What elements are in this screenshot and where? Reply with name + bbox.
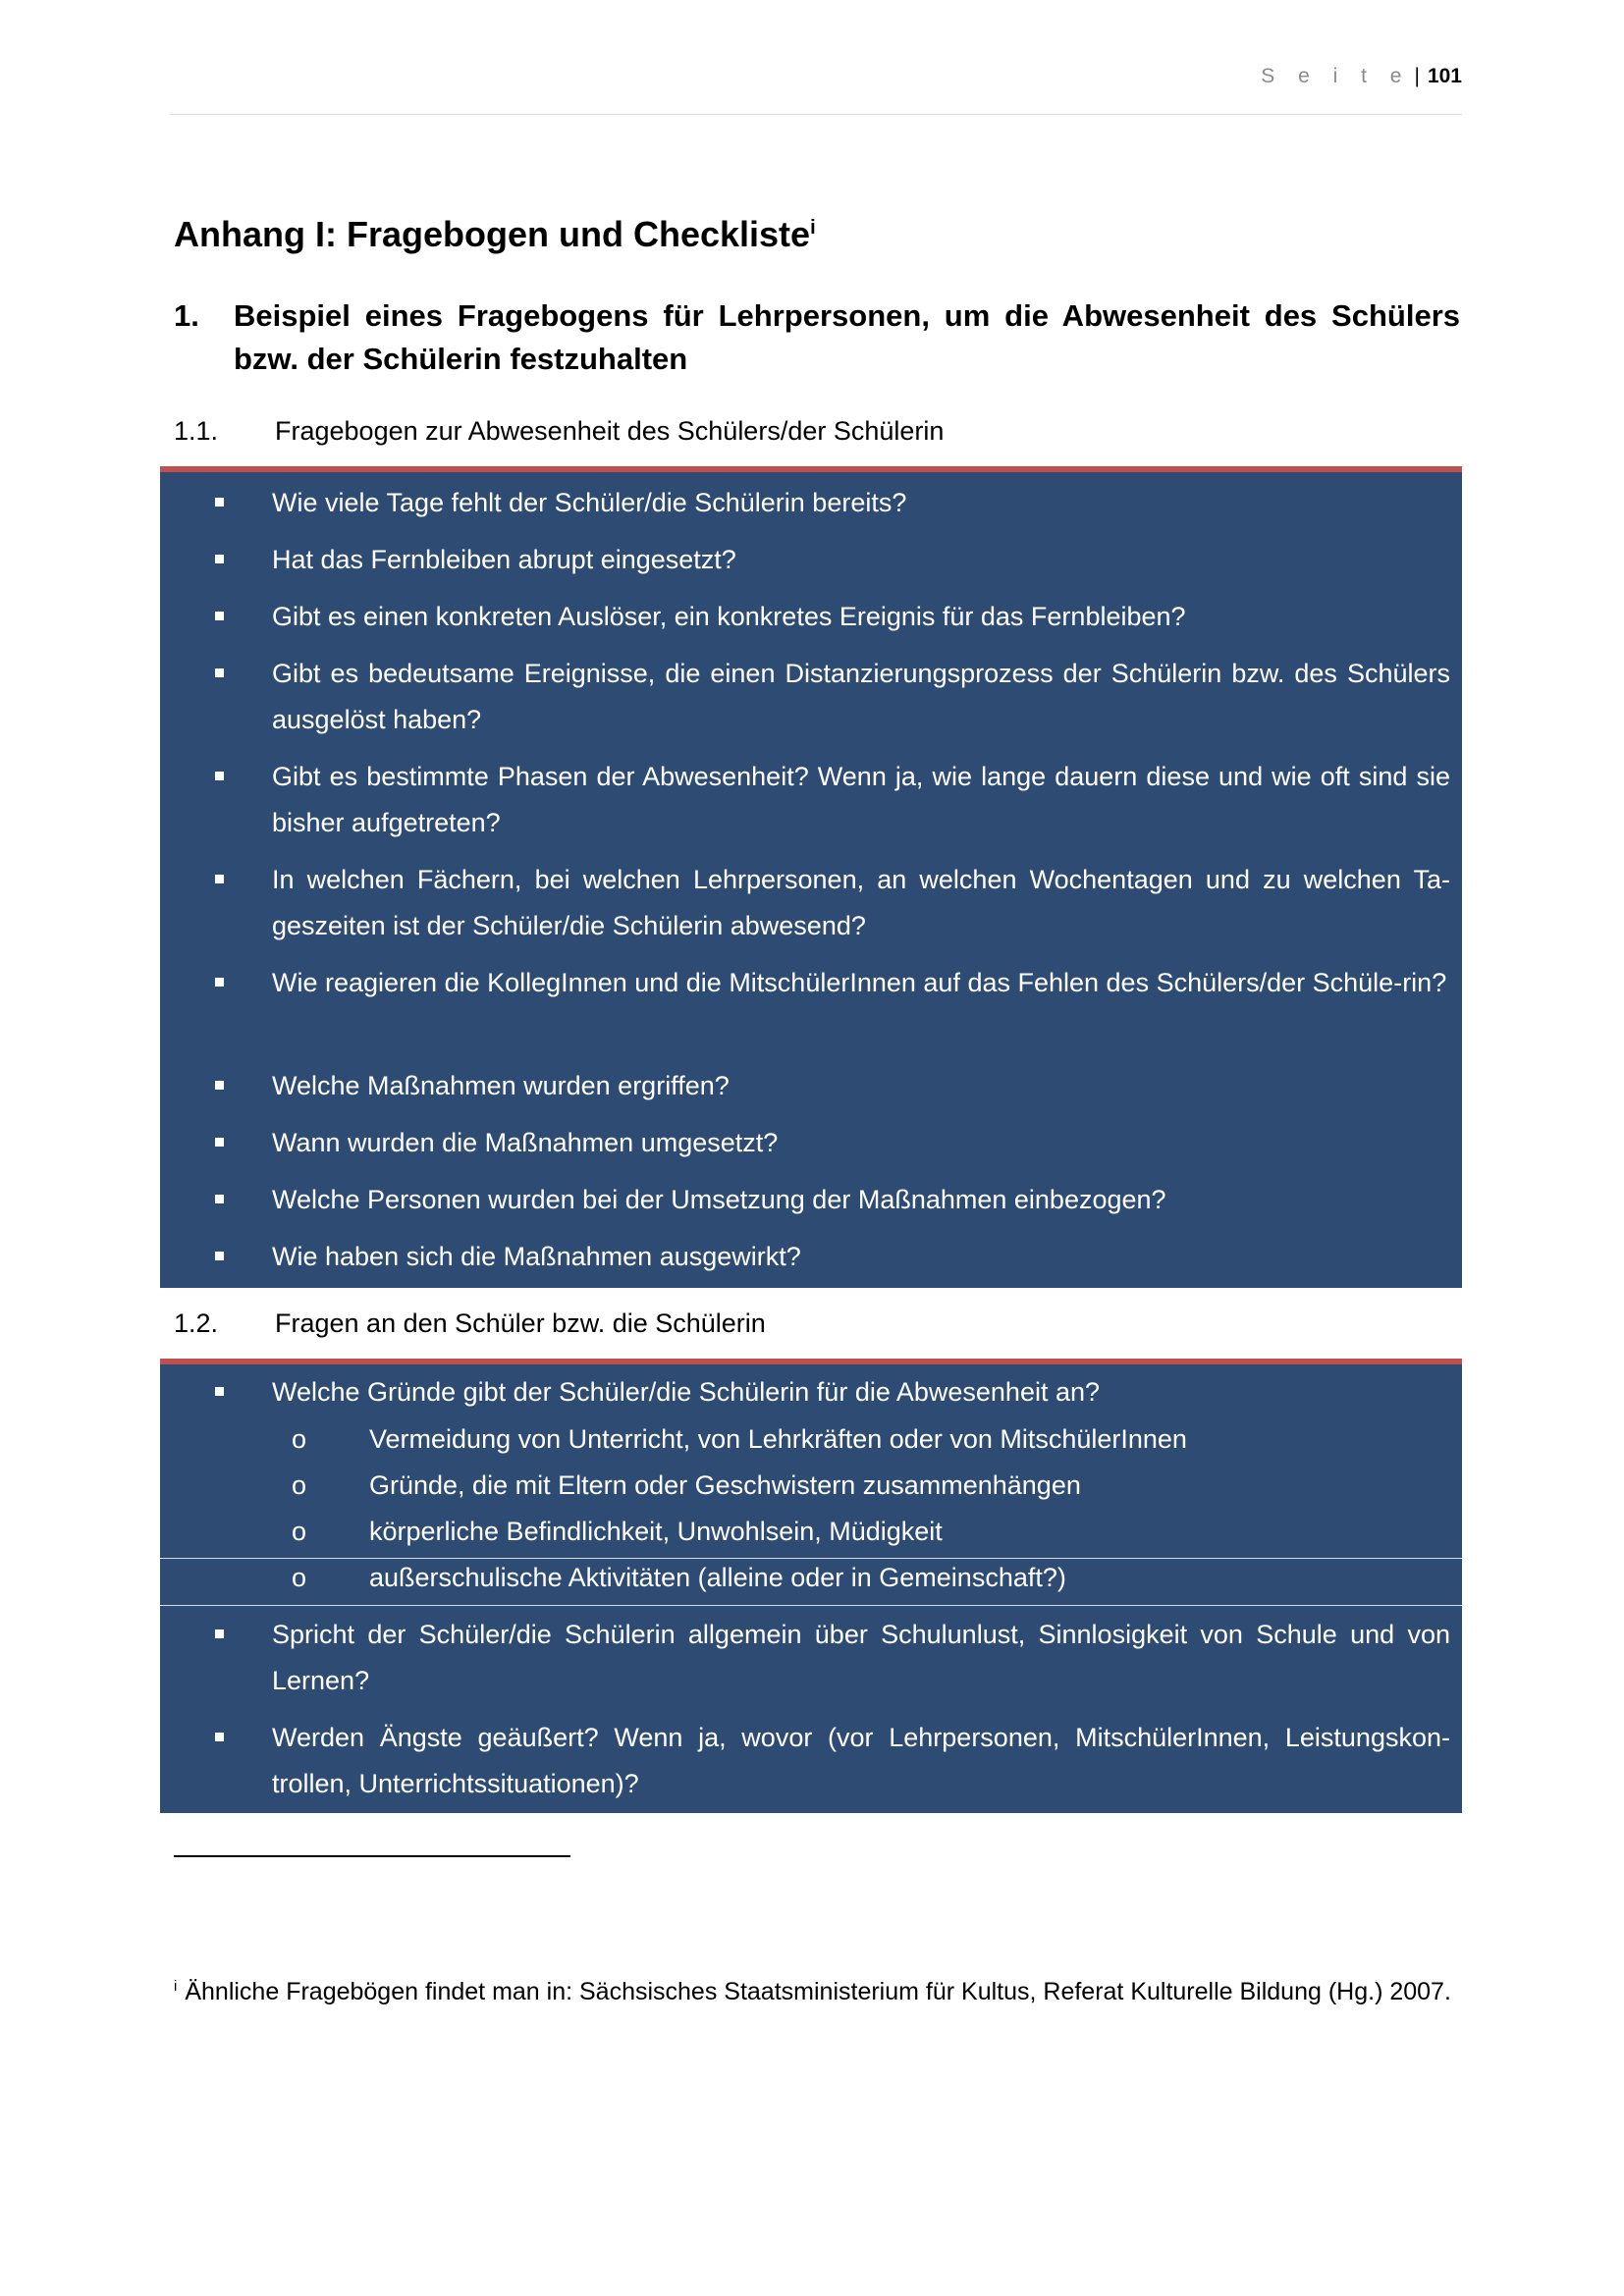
- box-accent-bar: [160, 1359, 1462, 1364]
- question-item: [160, 594, 1462, 640]
- section-1-1-heading: [174, 416, 944, 447]
- square-bullet-icon: [215, 498, 224, 507]
- footnote: [174, 1975, 1460, 2009]
- square-bullet-icon: [215, 1387, 224, 1396]
- question-text: Welche Personen wurden bei der Umsetzung der Maßnahmen einbezogen?: [272, 1185, 1166, 1214]
- section-1-2-title: Fragen an den Schüler bzw. die Schülerin: [275, 1308, 766, 1338]
- square-bullet-icon: [215, 668, 224, 677]
- question-item: [160, 1120, 1462, 1166]
- header-rule: [170, 114, 1462, 115]
- question-item: [160, 1177, 1462, 1223]
- square-bullet-icon: [215, 1629, 224, 1638]
- box-accent-bar: [160, 466, 1462, 472]
- circle-bullet: o: [292, 1517, 307, 1546]
- question-text: Welche Maßnahmen wurden ergriffen?: [272, 1071, 730, 1100]
- sub-item-text: Vermeidung von Unterricht, von Lehrkräften oder von MitschülerInnen: [369, 1424, 1187, 1454]
- question-text: In welchen Fächern, bei welchen Lehrpersonen, an welchen Wochentagen und zu welchen Ta-geszeiten ist der Schüler/die Schülerin abwesend?: [272, 865, 1450, 940]
- seite-label: S e i t e: [1261, 65, 1411, 87]
- circle-bullet: o: [292, 1470, 307, 1500]
- question-item: [160, 960, 1462, 1006]
- sub-item-text: körperliche Befindlichkeit, Unwohlsein, Müdigkeit: [369, 1517, 943, 1546]
- section-1-1-number: 1.1.: [174, 416, 219, 446]
- question-text: Wie haben sich die Maßnahmen ausgewirkt?: [272, 1242, 801, 1271]
- square-bullet-icon: [215, 1081, 224, 1090]
- square-bullet-icon: [215, 978, 224, 987]
- square-bullet-icon: [215, 1252, 224, 1260]
- question-text: Hat das Fernbleiben abrupt eingesetzt?: [272, 545, 736, 574]
- row-divider: [160, 1605, 1462, 1606]
- footnote-separator: [174, 1855, 570, 1857]
- page-number: 101: [1427, 65, 1462, 87]
- question-item: [160, 1715, 1462, 1807]
- question-item: [160, 651, 1462, 743]
- question-item: [160, 857, 1462, 949]
- question-text: Gibt es bedeutsame Ereignisse, die einen Distanzierungsprozess der Schülerin bzw. des Schülers ausgelöst haben?: [272, 659, 1450, 734]
- appendix-title-text: Anhang I: Fragebogen und Checkliste: [174, 214, 811, 254]
- square-bullet-icon: [215, 555, 224, 563]
- question-item: [160, 1612, 1462, 1704]
- circle-bullet: o: [292, 1424, 307, 1454]
- questions-box-teacher: [160, 466, 1462, 1288]
- question-item: [160, 480, 1462, 526]
- page-header: [1261, 65, 1462, 88]
- question-item: [160, 754, 1462, 846]
- square-bullet-icon: [215, 1733, 224, 1741]
- footnote-mark: i: [174, 1977, 178, 1995]
- appendix-title: [174, 214, 816, 255]
- question-text: Wann wurden die Maßnahmen umgesetzt?: [272, 1128, 779, 1157]
- section-1-title: Beispiel eines Fragebogens für Lehrpersonen, um die Abwesenheit des Schülers bzw. der Schülerin festzuhalten: [234, 298, 1460, 376]
- square-bullet-icon: [215, 772, 224, 780]
- header-separator: |: [1414, 65, 1420, 87]
- section-1-2-heading: [174, 1308, 766, 1339]
- square-bullet-icon: [215, 1195, 224, 1203]
- sub-item-text: außerschulische Aktivitäten (alleine oder in Gemeinschaft?): [369, 1563, 1066, 1592]
- question-item: [160, 537, 1462, 583]
- question-item: [160, 1234, 1462, 1280]
- square-bullet-icon: [215, 1138, 224, 1147]
- square-bullet-icon: [215, 612, 224, 620]
- title-footnote-mark[interactable]: i: [810, 217, 816, 239]
- question-text: Spricht der Schüler/die Schülerin allgemein über Schulunlust, Sinnlosigkeit von Schule und von Lernen?: [272, 1620, 1450, 1695]
- question-text: Wie reagieren die KollegInnen und die MitschülerInnen auf das Fehlen des Schülers/der Schüle-rin?: [272, 968, 1447, 997]
- question-text: Welche Gründe gibt der Schüler/die Schülerin für die Abwesenheit an?: [272, 1377, 1101, 1407]
- section-1-2-number: 1.2.: [174, 1308, 219, 1338]
- section-1-1-title: Fragebogen zur Abwesenheit des Schülers/der Schülerin: [275, 416, 945, 446]
- square-bullet-icon: [215, 875, 224, 883]
- circle-bullet: o: [292, 1563, 307, 1592]
- question-text: Werden Ängste geäußert? Wenn ja, wovor (vor Lehrpersonen, MitschülerInnen, Leistungskon-trollen, Unterrichtssituationen)?: [272, 1723, 1450, 1798]
- question-item: [160, 1063, 1462, 1109]
- footnote-text: Ähnliche Fragebögen findet man in: Sächsisches Staatsministerium für Kultus, Referat Kulturelle Bildung (Hg.) 2007.: [185, 1978, 1451, 2005]
- question-text: Gibt es einen konkreten Auslöser, ein konkretes Ereignis für das Fernbleiben?: [272, 602, 1186, 631]
- questions-box-student: [160, 1359, 1462, 1813]
- question-item: [160, 1369, 1462, 1415]
- section-1-number: 1.: [174, 298, 199, 333]
- sub-item-text: Gründe, die mit Eltern oder Geschwistern zusammenhängen: [369, 1470, 1081, 1500]
- section-1-heading: [174, 294, 1460, 381]
- question-text: Gibt es bestimmte Phasen der Abwesenheit? Wenn ja, wie lange dauern diese und wie oft sind sie bisher aufgetreten?: [272, 762, 1450, 837]
- question-text: Wie viele Tage fehlt der Schüler/die Schülerin bereits?: [272, 488, 907, 517]
